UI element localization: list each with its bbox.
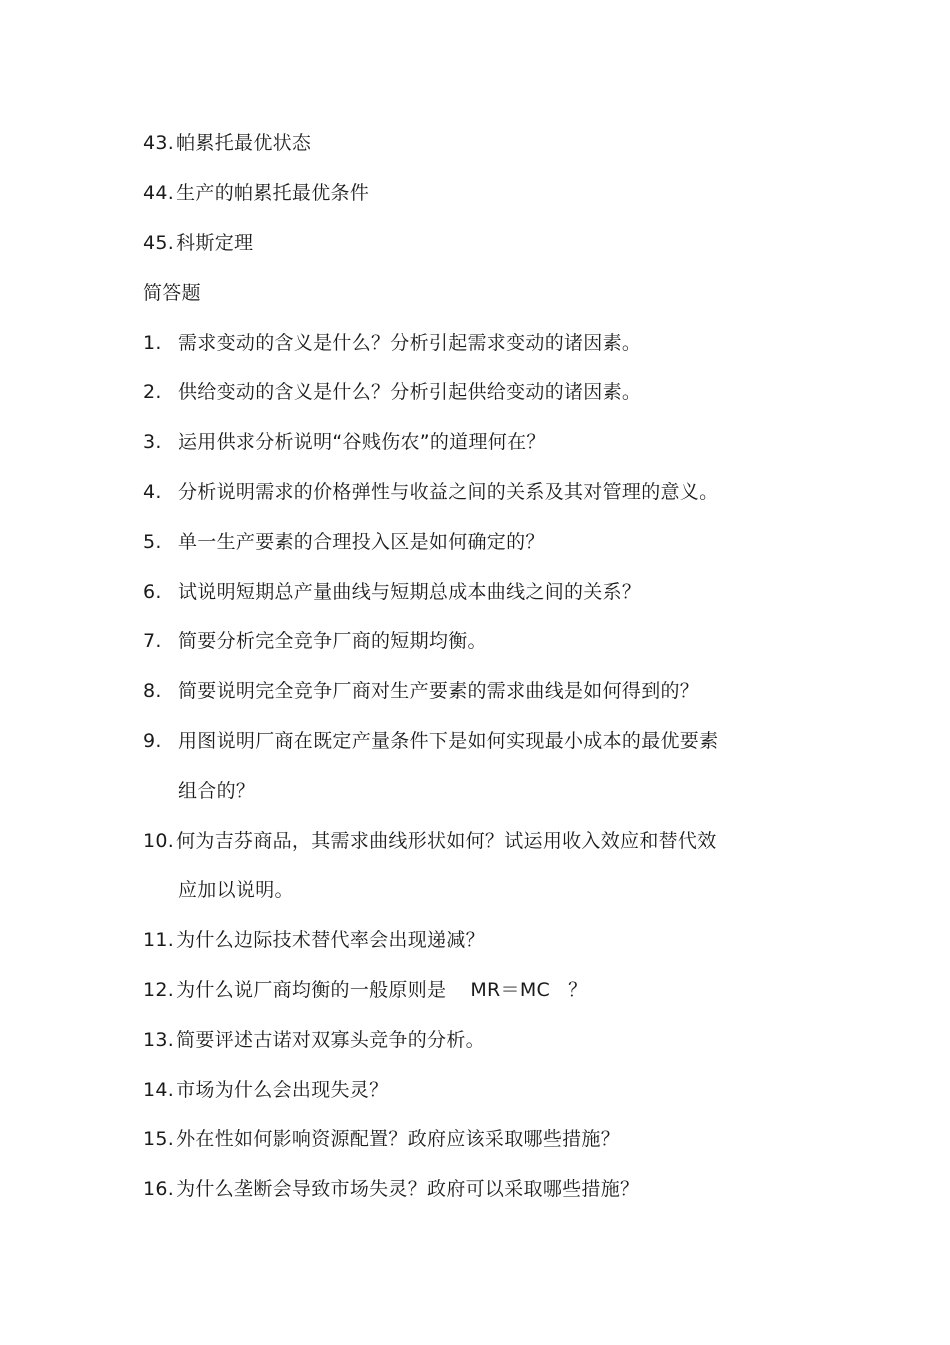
item-number: 1. xyxy=(143,332,162,354)
question-item-12 xyxy=(143,975,587,1005)
item-number: 5. xyxy=(143,531,162,553)
item-text: 试说明短期总产量曲线与短期总成本曲线之间的关系？ xyxy=(178,581,642,603)
glossary-item-45 xyxy=(143,228,253,258)
item-text: 运用供求分析说明“谷贱伤农”的道理何在？ xyxy=(178,431,546,453)
question-item-13 xyxy=(143,1025,485,1055)
item-text: 外在性如何影响资源配置？政府应该采取哪些措施？ xyxy=(176,1128,621,1150)
glossary-item-43 xyxy=(143,128,311,158)
question-item-2 xyxy=(143,377,641,407)
section-title: 简答题 xyxy=(143,282,201,304)
item-text: 分析说明需求的价格弹性与收益之间的关系及其对管理的意义。 xyxy=(178,481,719,503)
question-item-8 xyxy=(143,676,699,706)
question-item-11 xyxy=(143,925,485,955)
item-number: 16. xyxy=(143,1178,175,1200)
item-number: 9. xyxy=(143,730,162,752)
question-item-1 xyxy=(143,328,641,358)
question-item-5 xyxy=(143,527,545,557)
glossary-item-44 xyxy=(143,178,369,208)
item-text: 帕累托最优状态 xyxy=(176,132,312,154)
question-item-10 xyxy=(143,826,717,856)
item-text: 供给变动的含义是什么？分析引起供给变动的诸因素。 xyxy=(178,381,642,403)
item-text: 何为吉芬商品，其需求曲线形状如何？试运用收入效应和替代效 xyxy=(176,830,717,852)
item-number: 14. xyxy=(143,1079,175,1101)
question-item-10-continuation: 应加以说明。 xyxy=(178,879,294,901)
item-text: 市场为什么会出现失灵？ xyxy=(176,1079,389,1101)
item-number: 10. xyxy=(143,830,175,852)
item-text: 科斯定理 xyxy=(176,232,254,254)
question-item-15 xyxy=(143,1124,620,1154)
item-number: 3. xyxy=(143,431,162,453)
item-number: 13. xyxy=(143,1029,175,1051)
item-text: 简要分析完全竞争厂商的短期均衡。 xyxy=(178,630,487,652)
question-item-4 xyxy=(143,477,718,507)
question-item-7 xyxy=(143,626,487,656)
item-text: 生产的帕累托最优条件 xyxy=(176,182,370,204)
item-text: 为什么说厂商均衡的一般原则是 xyxy=(176,979,447,1001)
item-number: 7. xyxy=(143,630,162,652)
item-number: 11. xyxy=(143,929,175,951)
item-number: 44. xyxy=(143,182,175,204)
item-tail: ？ xyxy=(568,979,588,1001)
question-item-9 xyxy=(143,726,718,756)
item-number: 6. xyxy=(143,581,162,603)
item-number: 4. xyxy=(143,481,162,503)
item-number: 45. xyxy=(143,232,175,254)
item-text: 需求变动的含义是什么？分析引起需求变动的诸因素。 xyxy=(178,332,642,354)
question-item-9-continuation: 组合的？ xyxy=(178,780,256,802)
item-number: 15. xyxy=(143,1128,175,1150)
item-number: 12. xyxy=(143,979,175,1001)
item-text: 用图说明厂商在既定产量条件下是如何实现最小成本的最优要素 xyxy=(178,730,719,752)
question-item-3 xyxy=(143,427,546,457)
question-item-6 xyxy=(143,577,641,607)
item-text: 为什么边际技术替代率会出现递减？ xyxy=(176,929,485,951)
item-text: 简要说明完全竞争厂商对生产要素的需求曲线是如何得到的？ xyxy=(178,680,700,702)
item-number: 2. xyxy=(143,381,162,403)
item-number: 8. xyxy=(143,680,162,702)
item-text: 为什么垄断会导致市场失灵？政府可以采取哪些措施？ xyxy=(176,1178,640,1200)
item-text: 简要评述古诺对双寡头竞争的分析。 xyxy=(176,1029,485,1051)
item-number: 43. xyxy=(143,132,175,154)
formula: MR＝MC xyxy=(470,979,551,1001)
item-text: 单一生产要素的合理投入区是如何确定的？ xyxy=(178,531,545,553)
question-item-16 xyxy=(143,1174,639,1204)
question-item-14 xyxy=(143,1075,388,1105)
